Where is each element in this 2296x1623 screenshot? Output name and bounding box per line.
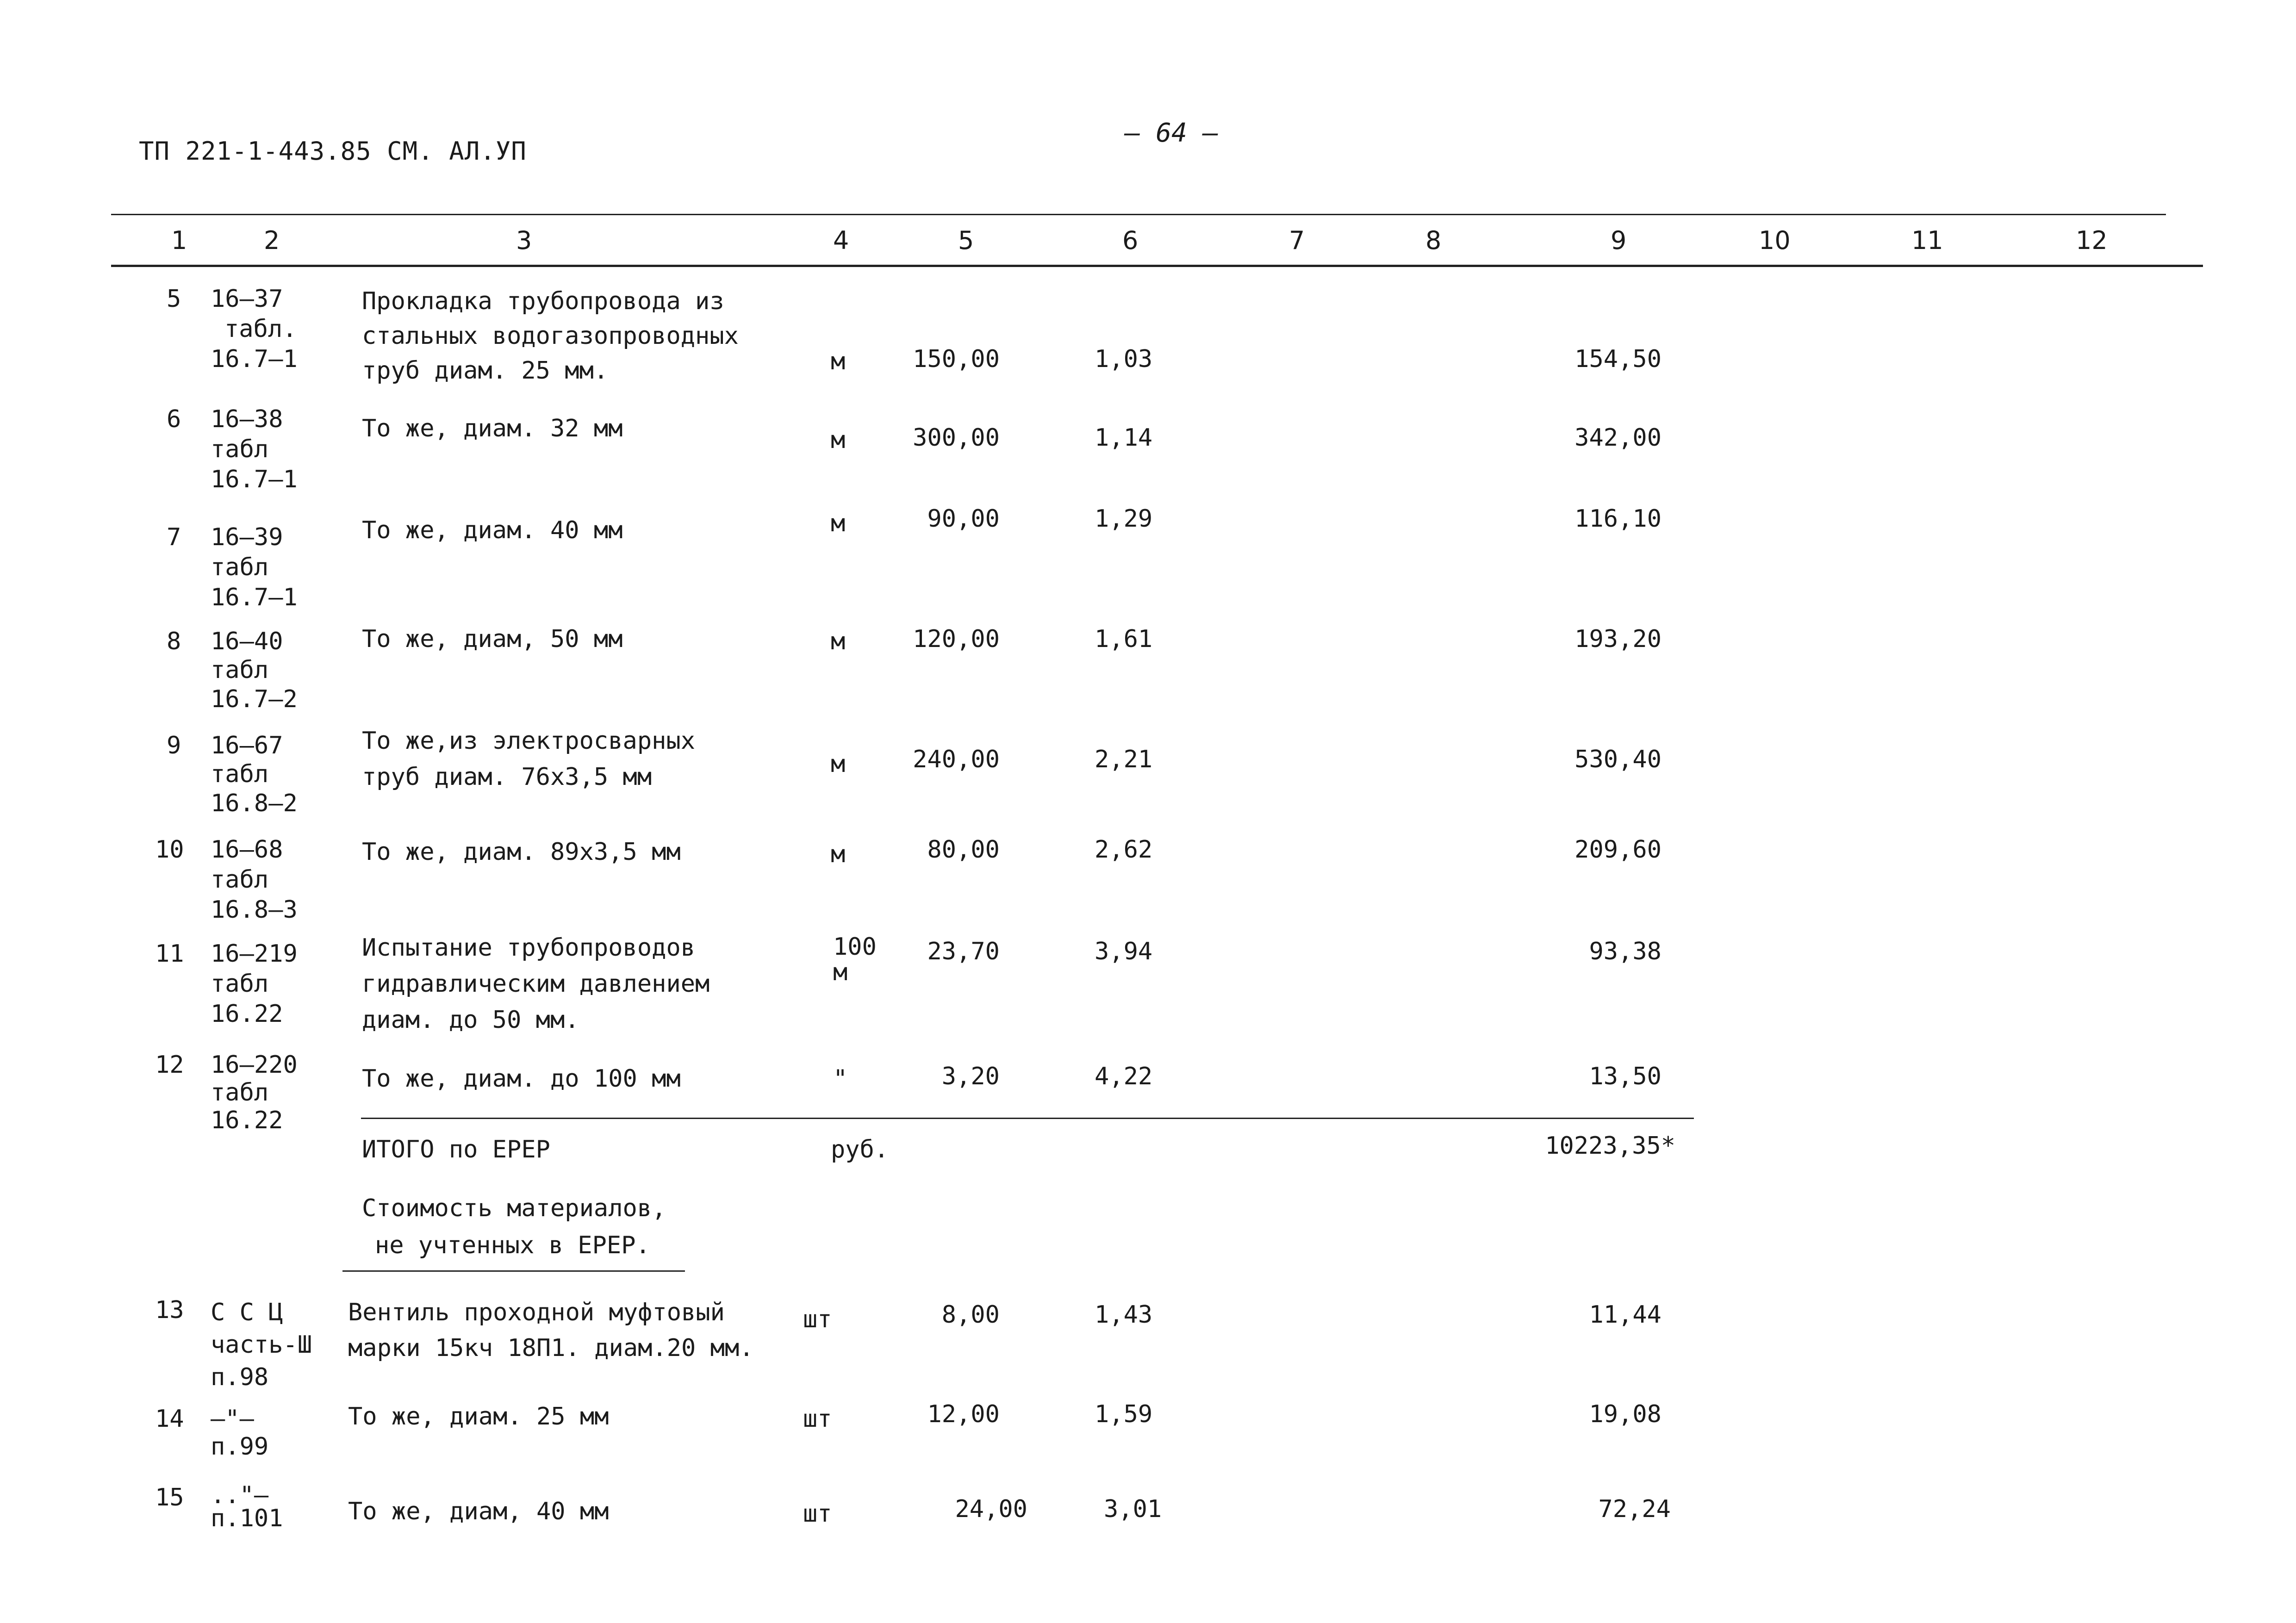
row-14-unit: шт: [803, 1405, 832, 1433]
row-13-price: 1,43: [1095, 1301, 1153, 1329]
row-12-ref-line3: 16.22: [211, 1107, 283, 1134]
row-11-price: 3,94: [1095, 938, 1153, 965]
row-15-qty: 24,00: [955, 1495, 1027, 1523]
row-13-desc-line1: Вентиль проходной муфтовый: [348, 1299, 725, 1326]
row-15-ref-line2: п.101: [211, 1505, 283, 1532]
row-5-desc-line2: стальных водогазопроводных: [362, 322, 739, 350]
row-11-total: 93,38: [1589, 938, 1661, 965]
row-10-total: 209,60: [1574, 836, 1661, 864]
row-12-total: 13,50: [1589, 1063, 1661, 1090]
row-9-ref-line2: табл: [211, 760, 269, 788]
row-11-desc-line3: диам. до 50 мм.: [362, 1006, 579, 1034]
row-15-price: 3,01: [1104, 1495, 1162, 1523]
row-9-no: 9: [167, 732, 181, 759]
row-9-price: 2,21: [1095, 746, 1153, 773]
row-10-ref-line2: табл: [211, 866, 269, 894]
row-6-no: 6: [167, 405, 181, 433]
row-5-desc-line3: труб диам. 25 мм.: [362, 357, 609, 385]
row-7-ref-line1: 16–39: [211, 523, 283, 551]
row-7-ref-line3: 16.7–1: [211, 584, 298, 611]
row-9-ref-line1: 16–67: [211, 732, 283, 759]
row-13-unit: шт: [803, 1306, 832, 1333]
row-14-qty: 12,00: [927, 1400, 1000, 1428]
row-13-total: 11,44: [1589, 1301, 1661, 1329]
col-header-9: 9: [1611, 226, 1627, 255]
row-12-unit: ": [833, 1065, 848, 1093]
row-9-desc-line1: То же,из электросварных: [362, 727, 696, 755]
document-code: ТП 221-1-443.85 СМ. АЛ.УП: [139, 137, 527, 166]
row-5-ref-line1: 16–37: [211, 285, 283, 313]
row-11-unit-line2: м: [833, 958, 848, 986]
row-15-ref-line1: .."–: [211, 1481, 269, 1509]
row-11-desc-line1: Испытание трубопроводов: [362, 934, 696, 962]
row-8-ref-line2: табл: [211, 656, 269, 684]
row-13-ref-line2: часть-Ш: [211, 1331, 312, 1359]
row-7-no: 7: [167, 523, 181, 551]
row-12-desc-line1: То же, диам. до 100 мм: [362, 1065, 681, 1093]
row-7-ref-line2: табл: [211, 553, 269, 581]
row-15-unit: шт: [803, 1500, 832, 1528]
row-10-price: 2,62: [1095, 836, 1153, 864]
row-13-ref-line1: С С Ц: [211, 1299, 283, 1326]
row-6-unit: м: [831, 426, 846, 454]
row-9-ref-line3: 16.8–2: [211, 790, 298, 817]
row-5-qty: 150,00: [913, 345, 1000, 373]
row-11-desc-line2: гидравлическим давлением: [362, 970, 710, 998]
row-11-unit-line1: 100: [833, 933, 877, 961]
col-header-11: 11: [1911, 226, 1943, 255]
col-header-2: 2: [264, 226, 280, 255]
row-8-price: 1,61: [1095, 625, 1153, 653]
col-header-10: 10: [1759, 226, 1791, 255]
subtotal-unit: руб.: [831, 1136, 889, 1163]
row-6-ref-line2: табл: [211, 435, 269, 463]
row-15-no: 15: [155, 1484, 184, 1511]
row-5-total: 154,50: [1574, 345, 1661, 373]
row-7-desc-line1: То же, диам. 40 мм: [362, 516, 623, 544]
row-6-price: 1,14: [1095, 424, 1153, 452]
header-bottom-rule: [111, 265, 2203, 267]
col-header-12: 12: [2076, 226, 2108, 255]
row-9-qty: 240,00: [913, 746, 1000, 773]
row-14-price: 1,59: [1095, 1400, 1153, 1428]
row-6-qty: 300,00: [913, 424, 1000, 452]
col-header-7: 7: [1289, 226, 1305, 255]
row-12-price: 4,22: [1095, 1063, 1153, 1090]
page-number: – 64 –: [1125, 118, 1219, 148]
row-10-no: 10: [155, 836, 184, 864]
col-header-4: 4: [833, 226, 849, 255]
row-13-ref-line3: п.98: [211, 1363, 269, 1391]
row-5-desc-line1: Прокладка трубопровода из: [362, 287, 724, 315]
row-9-total: 530,40: [1574, 746, 1661, 773]
row-12-no: 12: [155, 1051, 184, 1079]
row-8-ref-line3: 16.7–2: [211, 685, 298, 713]
row-8-unit: м: [831, 628, 846, 655]
row-7-price: 1,29: [1095, 505, 1153, 533]
row-15-total: 72,24: [1598, 1495, 1671, 1523]
row-7-qty: 90,00: [927, 505, 1000, 533]
col-header-8: 8: [1425, 226, 1442, 255]
row-11-ref-line1: 16–219: [211, 940, 298, 968]
row-6-ref-line3: 16.7–1: [211, 466, 298, 493]
header-top-rule: [111, 214, 2166, 215]
row-8-qty: 120,00: [913, 625, 1000, 653]
row-13-no: 13: [155, 1296, 184, 1324]
row-5-no: 5: [167, 285, 181, 313]
row-11-ref-line3: 16.22: [211, 1000, 283, 1028]
row-14-no: 14: [155, 1405, 184, 1433]
row-13-desc-line2: марки 15кч 18П1. диам.20 мм.: [348, 1334, 754, 1362]
row-15-desc-line1: То же, диам, 40 мм: [348, 1498, 609, 1525]
row-8-desc-line1: То же, диам, 50 мм: [362, 625, 623, 653]
row-12-ref-line2: табл: [211, 1079, 269, 1107]
row-10-unit: м: [831, 840, 846, 868]
col-header-6: 6: [1122, 226, 1139, 255]
row-6-desc-line1: То же, диам. 32 мм: [362, 415, 623, 442]
row-12-qty: 3,20: [941, 1063, 1000, 1090]
section-title-underline: [342, 1270, 685, 1272]
section-title-line2: не учтенных в ЕРЕР.: [375, 1231, 650, 1259]
subtotal-total: 10223,35*: [1545, 1132, 1675, 1160]
row-11-no: 11: [155, 940, 184, 968]
row-6-ref-line1: 16–38: [211, 405, 283, 433]
row-10-desc-line1: То же, диам. 89х3,5 мм: [362, 838, 681, 866]
row-10-qty: 80,00: [927, 836, 1000, 864]
row-8-ref-line1: 16–40: [211, 628, 283, 655]
col-header-1: 1: [171, 226, 187, 255]
row-14-ref-line2: п.99: [211, 1433, 269, 1461]
section-title-line1: Стоимость материалов,: [362, 1194, 666, 1222]
col-header-5: 5: [958, 226, 974, 255]
subtotal-label: ИТОГО по ЕРЕР: [362, 1136, 550, 1163]
row-12-ref-line1: 16–220: [211, 1051, 298, 1079]
row-5-ref-line3: 16.7–1: [211, 345, 298, 373]
row-5-ref-line2: табл.: [224, 315, 297, 343]
row-7-unit: м: [831, 510, 846, 537]
row-9-desc-line2: труб диам. 76х3,5 мм: [362, 763, 652, 791]
row-10-ref-line1: 16–68: [211, 836, 283, 864]
row-11-qty: 23,70: [927, 938, 1000, 965]
subtotal-rule: [361, 1118, 1694, 1119]
row-8-no: 8: [167, 628, 181, 655]
row-8-total: 193,20: [1574, 625, 1661, 653]
row-11-ref-line2: табл: [211, 970, 269, 998]
row-10-ref-line3: 16.8–3: [211, 896, 298, 924]
row-13-qty: 8,00: [941, 1301, 1000, 1329]
row-9-unit: м: [831, 750, 846, 778]
row-14-total: 19,08: [1589, 1400, 1661, 1428]
col-header-3: 3: [516, 226, 532, 255]
row-14-ref-line1: –"–: [211, 1405, 254, 1433]
row-5-unit: м: [831, 348, 846, 375]
row-6-total: 342,00: [1574, 424, 1661, 452]
row-14-desc-line1: То же, диам. 25 мм: [348, 1403, 609, 1430]
row-7-total: 116,10: [1574, 505, 1661, 533]
row-5-price: 1,03: [1095, 345, 1153, 373]
